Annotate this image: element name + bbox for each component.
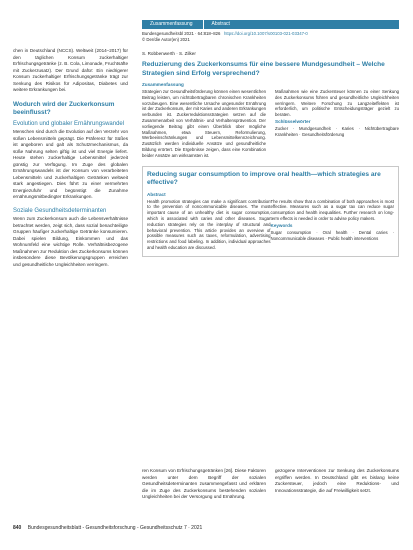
body-text-bottom (142, 468, 399, 501)
intro-paragraph: chen in Deutschland (NCCS). Weltweit (2014–2017) für den täglichen Konsum zuckerhaltiger Erfrischungsgetränke (z. B. Cola, Limonade, Fruchtsäfte mit Zuckerzusatz). Der Grund dafür: Ein niedrigerer Konsum zuckerhaltiger Erfrischungsgetränke trägt zur Senkung des Risikos für Adipositas, Diabetes und weitere Erkrankungen bei. (13, 48, 128, 92)
english-abstract-col1 (147, 199, 271, 252)
english-abstract-text1: Health promotion strategies can make a significant contribution to the prevention of noncommunicable diseases. The most important cause of an unhealthy diet is sugar consumption, which is associated with caries and other diseases. Sugar reduction strategies rely on the interplay of structural and behavioral prevention. This article provides an overview of possible measures such as taxes, reformulation, advertising restrictions and food labeling. In addition, individual approaches and health education are discussed. (147, 198, 271, 250)
german-abstract-label: Zusammenfassung (142, 82, 184, 87)
left-column (13, 48, 128, 269)
german-abstract-col2 (275, 89, 399, 160)
tab-abstract[interactable]: Abstract (203, 20, 240, 29)
abstract-tab-bar (142, 20, 399, 29)
copyright-line: © Der/die Autor(en) 2021 (142, 37, 190, 42)
bottom-col2: gezogene Interventionen zur Senkung des Zuckerkonsums ergriffen werden. In Deutschland gibt es bislang keine Zuckersteuer, jedoch eine Reduktions- und Innovationsstrategie, die auf Freiwilligkeit setzt. (275, 468, 399, 493)
abstract-column (142, 20, 399, 257)
evolution-paragraph: Menschen sind durch die Evolution auf den Verzehr von süßen Lebensmitteln geprägt. Die Präferenz für Süßes ist angeboren und galt als Schutzmechanismus, da süße Nahrung selten giftig ist und viel Energie liefert. Heute stehen zuckerhaltige Lebensmittel jederzeit günstig zur Verfügung. Im Zuge des globalen Ernährungswandels ist der Konsum von verarbeiteten Lebensmitteln und zuckerhaltigen Getränken weltweit stark angestiegen. Dies führt zu einer vermehrten Energiezufuhr und begünstigt die Zunahme ernährungsmitbedingter Erkrankungen. (13, 129, 128, 199)
subsection-heading-evolution: Evolution und globaler Ernährungswandel (13, 120, 125, 127)
english-abstract-text2: The results show that a combination of both approaches is most effective. Measures such as a sugar tax can reduce sugar consumption and health inequalities. Further research on long-term effects is needed in order to advise policy makers. (270, 198, 394, 221)
german-abstract-col1 (142, 89, 266, 160)
citation-text: Bundesgesundheitsbl 2021 · 64:818–826 (142, 31, 221, 36)
journal-name: Bundesgesundheitsblatt - Gesundheitsforschung - Gesundheitsschutz 7 · 2021 (27, 525, 203, 531)
german-abstract-body (142, 89, 399, 160)
bottom-col1: ren Konsum von Erfrischungsgetränken [26]. Diese Faktoren werden unter dem Begriff der sozialen Gesundheitsdeterminanten zusammengefasst und erklären die im Zuge des Zuckerkonsums bestehenden sozialen Ungleichheiten bei der Versorgung und Ernährung. (142, 468, 266, 499)
english-keywords-label: Keywords (270, 222, 293, 228)
english-abstract-col2 (271, 199, 395, 252)
tab-zusammenfassung[interactable]: Zusammenfassung (150, 21, 193, 27)
english-abstract-title: Reducing sugar consumption to improve oral health—which strategies are effective? (147, 170, 381, 187)
english-keywords: Sugar consumption · Oral health · Dental caries · Noncommunicable diseases · Public health interventions (270, 229, 394, 241)
social-paragraph: Wenn zum Zuckerkonsum auch die Lebensverhältnisse betrachtet werden, zeigt sich, dass sozial benachteiligte Gruppen häufiger zuckerhaltige Getränke konsumieren. Dabei spielen Bildung, Einkommen und das Wohnumfeld eine wichtige Rolle. Verhältnisbezogene Maßnahmen zur Reduktion des Zuckerkonsums können insbesondere diese Bevölkerungsgruppen erreichen und gesundheitliche Ungleichheiten verringern. (13, 216, 128, 267)
english-abstract-label: Abstract (147, 191, 166, 197)
english-abstract-body (147, 199, 394, 252)
german-abstract-text2: Maßnahmen wie eine Zuckersteuer können zu einer Senkung des Zuckerkonsums führen und gesundheitliche Ungleichheiten verringern. Weitere Forschung zu Langzeiteffekten ist erforderlich, um politische Entscheidungsträger gezielt zu beraten. (275, 89, 399, 118)
german-keywords: Zucker · Mundgesundheit · Karies · Nichtübertragbare Krankheiten · Gesundheitsförderung (275, 125, 399, 137)
german-keywords-label: Schlüsselwörter (275, 118, 311, 124)
page-footer (13, 524, 202, 532)
german-abstract-text1: Strategien zur Gesundheitsförderung können einen wesentlichen Beitrag leisten, um nichtübertragbaren chronischen Krankheiten vorzubeugen. Eine wesentliche Ursache ungesunder Ernährung ist der Zuckerkonsum, der mit Karies und anderen Erkrankungen verbunden ist. Zuckerreduktionsstrategien setzen auf die Zusammenarbeit von Verhältnis- und Verhaltensprävention. Der vorliegende Beitrag gibt einen Überblick über mögliche Maßnahmen, etwa Steuern, Reformulierung, Werbeeinschränkungen und Lebensmittelkennzeichnung. Zusätzlich werden individuelle Ansätze und gesundheitliche Bildung erörtert. Die Ergebnisse zeigen, dass eine Kombination beider Ansätze am wirksamsten ist. (142, 89, 266, 158)
doi-link[interactable]: https://doi.org/10.1007/s00103-021-03347-0 (223, 31, 308, 36)
section-heading: Wodurch wird der Zuckerkonsum beeinflusst? (13, 100, 115, 116)
german-abstract-title: Reduzierung des Zuckerkonsums für eine bessere Mundgesundheit – Welche Strategien sind Erfolg versprechend? (142, 61, 385, 77)
page-number: 840 (13, 525, 22, 531)
english-abstract-box (142, 166, 399, 257)
subsection-heading-social: Soziale Gesundheitsdeterminanten (13, 207, 107, 214)
authors: S. Robbenwerth · S. Zilker (142, 51, 196, 56)
